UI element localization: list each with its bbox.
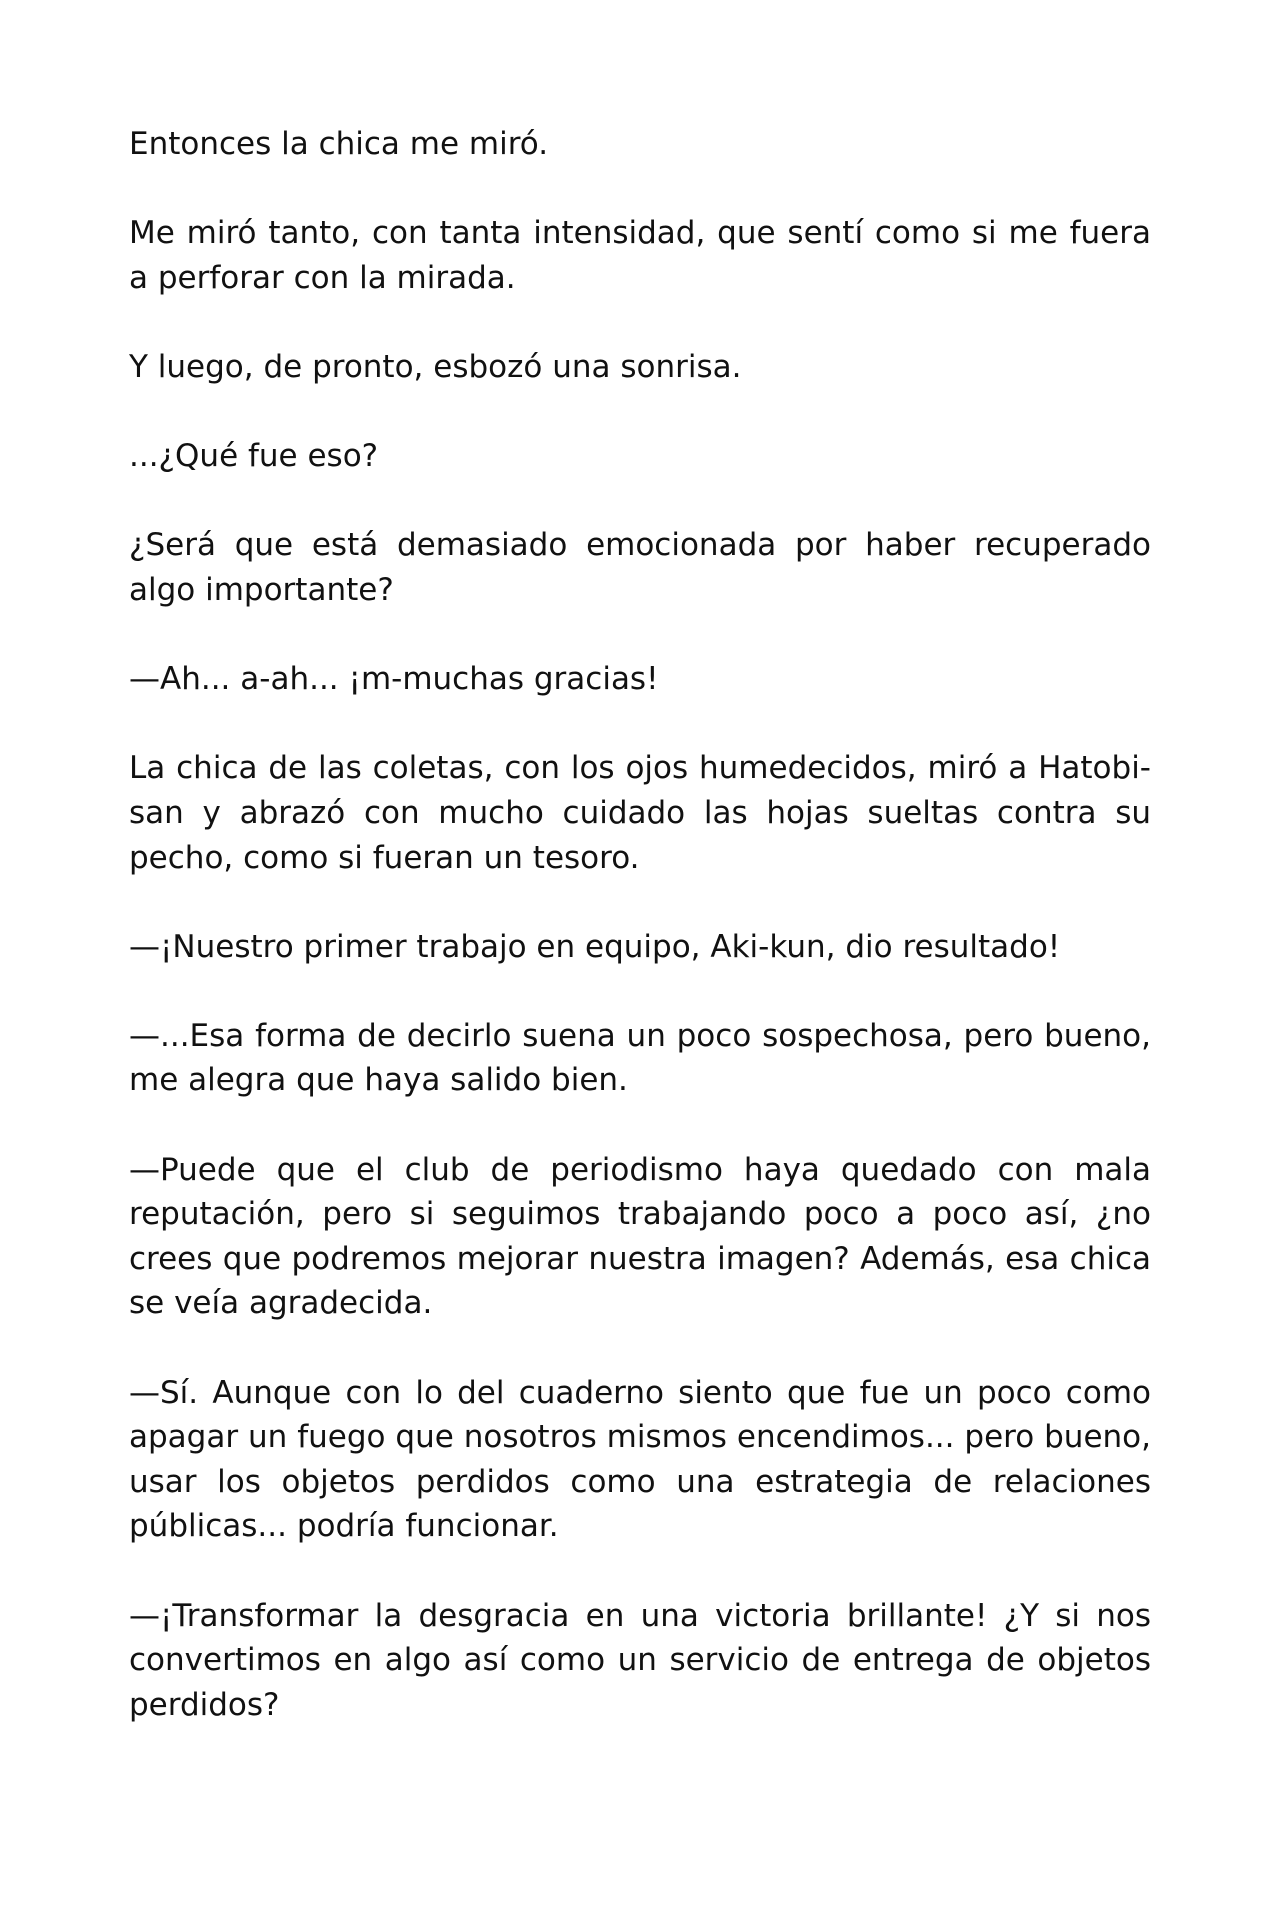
paragraph-1: Entonces la chica me miró. [129, 126, 549, 162]
paragraph-8: —¡Nuestro primer trabajo en equipo, Aki-kun, dio resultado! [129, 928, 1061, 965]
paragraph-7: La chica de las coletas, con los ojos humedecidos, miró a Hatobi-san y abrazó con mucho cuidado las hojas sueltas contra su pecho, como si fueran un tesoro. [129, 750, 1151, 876]
paragraph-10: —Puede que el club de periodismo haya quedado con mala reputación, pero si seguimos trabajando poco a poco así, ¿no crees que podremos mejorar nuestra imagen? Además, esa chica se veía agradecida. [129, 1151, 1151, 1322]
paragraph-5: ¿Será que está demasiado emocionada por haber recuperado algo importante? [129, 527, 1151, 608]
paragraph-11: —Sí. Aunque con lo del cuaderno siento que fue un poco como apagar un fuego que nosotros mismos encendimos... pero bueno, usar los objetos perdidos como una estrategia de relaciones públicas... podría funcionar. [129, 1374, 1151, 1545]
paragraph-6: —Ah... a-ah... ¡m-muchas gracias! [129, 661, 659, 698]
paragraph-12: —¡Transformar la desgracia en una victoria brillante! ¿Y si nos convertimos en algo así como un servicio de entrega de objetos perdidos? [129, 1597, 1151, 1723]
paragraph-2: Me miró tanto, con tanta intensidad, que sentí como si me fuera a perforar con la mirada. [129, 215, 1151, 296]
paragraph-4: ...¿Qué fue eso? [129, 438, 379, 475]
paragraph-3: Y luego, de pronto, esbozó una sonrisa. [129, 348, 742, 385]
paragraph-9: —...Esa forma de decirlo suena un poco sospechosa, pero bueno, me alegra que haya salido bien. [129, 1017, 1151, 1099]
document-page [129, 122, 1151, 1772]
